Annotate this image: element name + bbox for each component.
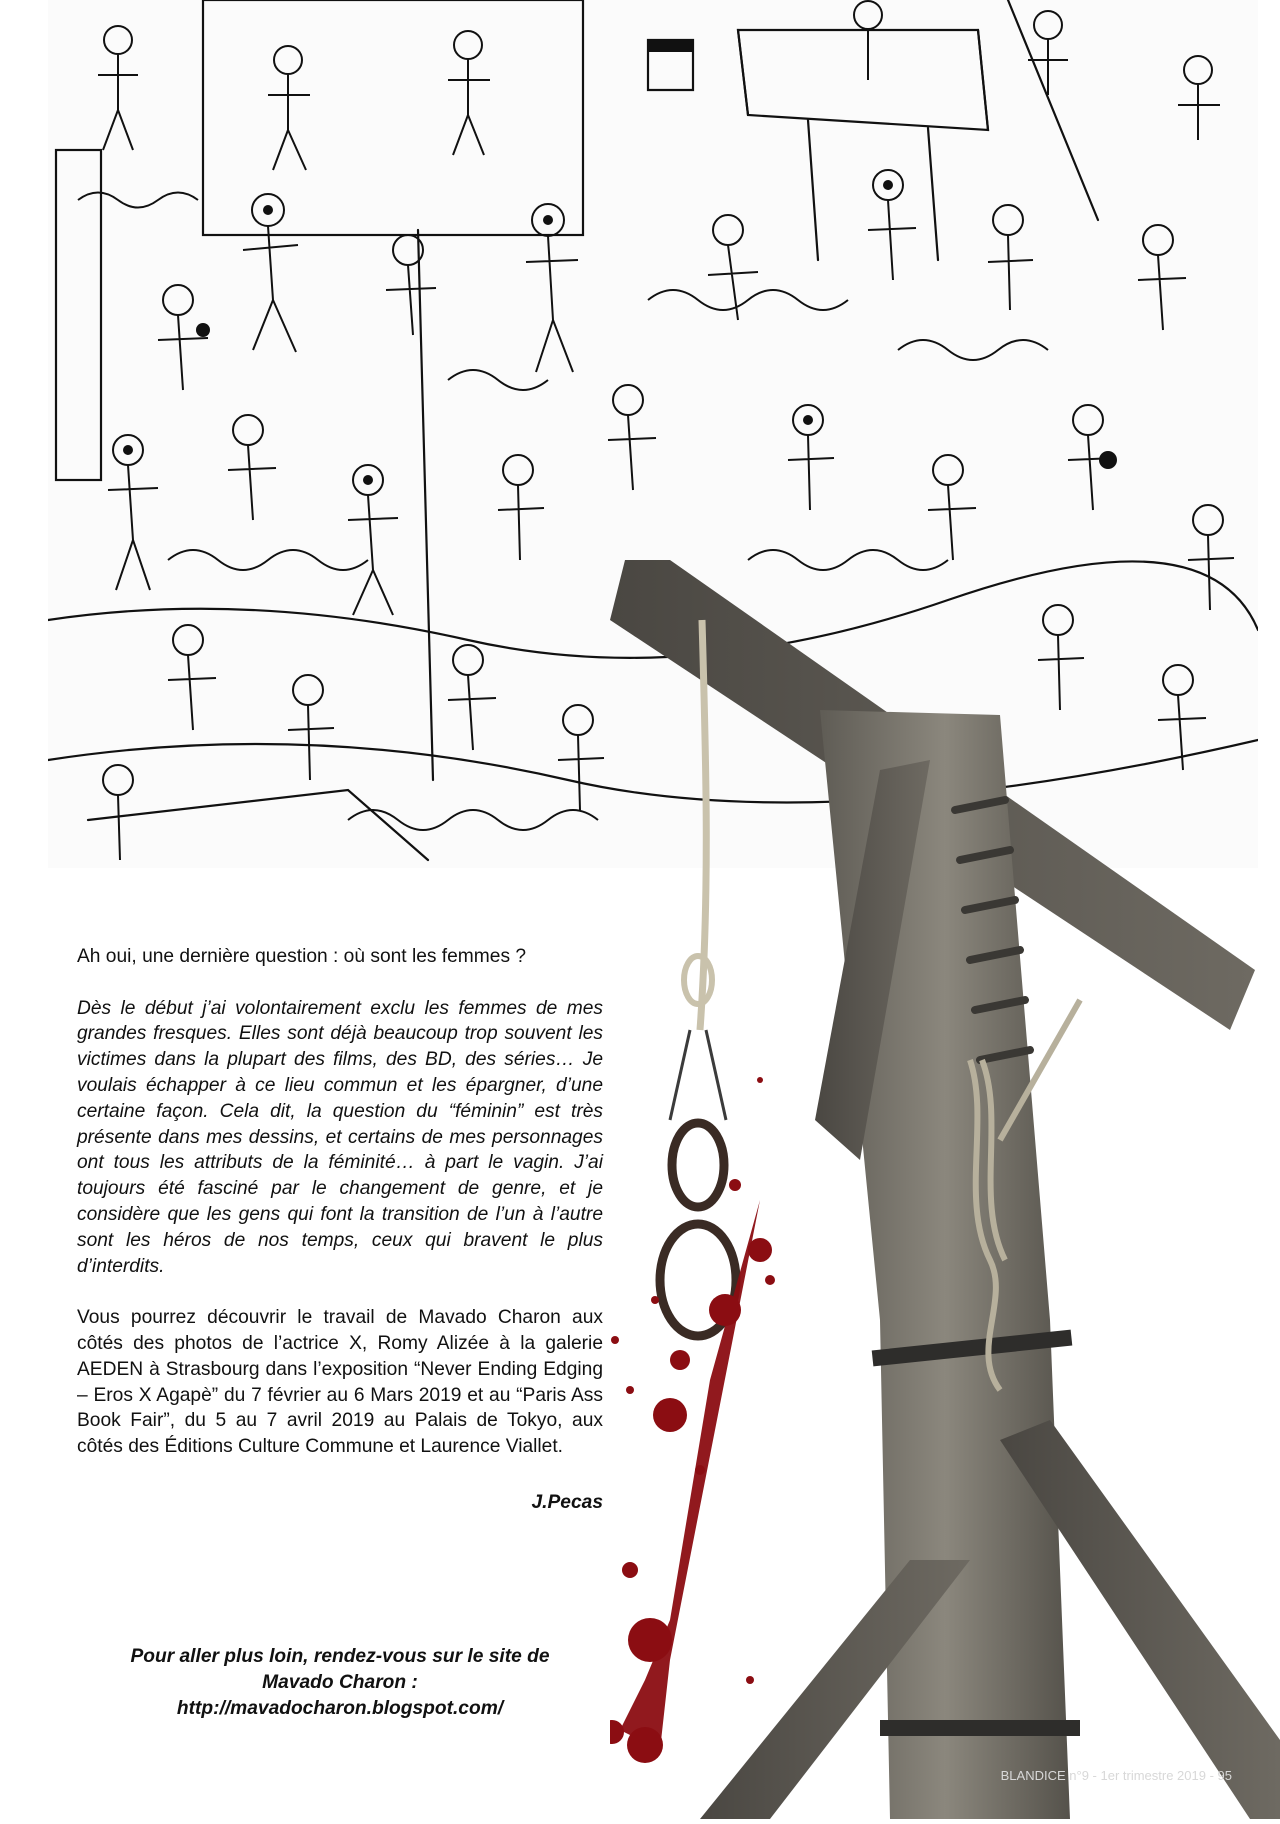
further-reading-line1: Pour aller plus loin, rendez-vous sur le site de bbox=[130, 1646, 550, 1667]
further-reading-line2: Mavado Charon : bbox=[262, 1672, 418, 1693]
artist-website-link[interactable]: http://mavadocharon.blogspot.com/ bbox=[176, 1698, 504, 1719]
further-reading bbox=[77, 1644, 603, 1722]
author-signature: J.Pecas bbox=[531, 1491, 603, 1513]
gallows-image bbox=[610, 560, 1280, 1819]
closing-question: Ah oui, une dernière question : où sont les femmes ? bbox=[77, 946, 527, 967]
article-body bbox=[77, 944, 603, 1542]
page-footer: BLANDICE n°9 - 1er trimestre 2019 - 95 bbox=[1000, 1768, 1232, 1783]
gallows-photo bbox=[610, 560, 1280, 1819]
exhibition-info: Vous pourrez découvrir le travail de Mavado Charon aux côtés des photos de l’actrice X, Romy Alizée à la galerie AEDEN à Strasbourg dans l’exposition “Never Ending Edging – Eros X Agapè” du 7 février au 6 Mars 2019 et au “Paris Ass Book Fair”, du 5 au 7 avril 2019 au Palais de Tokyo, aux côtés des Éditions Culture Commune et Laurence Viallet. bbox=[77, 1307, 603, 1458]
artist-answer: Dès le début j’ai volontairement exclu les femmes de mes grandes fresques. Elles sont déjà beaucoup trop souvent les victimes dans la plupart des films, des BD, des séries… Je voulais échapper à ce lieu commun et les épargner, d’une certaine façon. Cela dit, la question du “féminin” est très présente dans mes dessins, et certains de mes personnages ont tous les attributs de la féminité… à part le vagin. J’ai toujours été fasciné par le changement de genre, et je considère que les gens qui font la transition de l’un à l’autre sont les héros de nos temps, ceux qui bravent le plus d’interdits. bbox=[77, 997, 603, 1277]
